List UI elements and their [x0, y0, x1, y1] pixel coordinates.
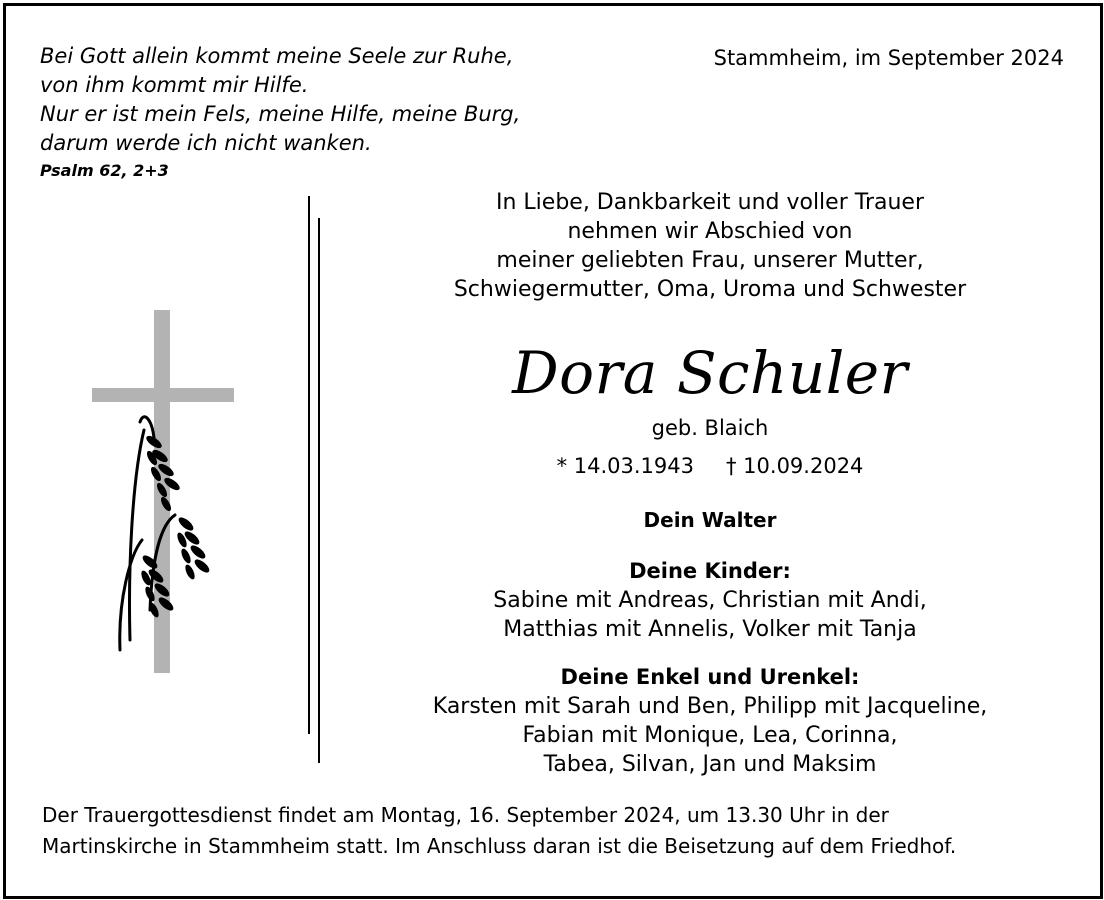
children-line: Matthias mit Annelis, Volker mit Tanja — [503, 617, 917, 642]
psalm-line: darum werde ich nicht wanken. — [40, 131, 372, 155]
place-date: Stammheim, im September 2024 — [713, 46, 1064, 70]
birth-date: * 14.03.1943 — [556, 454, 694, 478]
grandchildren-line: Karsten mit Sarah und Ben, Philipp mit Jacqueline, — [432, 694, 988, 719]
psalm-line: Bei Gott allein kommt meine Seele zur Ruhe, — [40, 44, 514, 68]
divider-line-right — [318, 218, 320, 763]
psalm-reference: Psalm 62, 2+3 — [40, 161, 169, 180]
grandchildren-heading: Deine Enkel und Urenkel: — [560, 665, 860, 689]
cross-with-wheat-icon — [90, 310, 240, 680]
grandchildren-line: Fabian mit Monique, Lea, Corinna, — [522, 723, 898, 748]
cross-horizontal-beam — [92, 388, 234, 402]
funeral-service-notice — [42, 800, 956, 862]
intro-line: nehmen wir Abschied von — [567, 219, 853, 244]
intro-line: In Liebe, Dankbarkeit und voller Trauer — [495, 190, 924, 215]
service-line: Der Trauergottesdienst findet am Montag, 16. September 2024, um 13.30 Uhr in der — [42, 803, 889, 827]
grandchildren-line: Tabea, Silvan, Jan und Maksim — [543, 752, 877, 777]
deceased-name: Dora Schuler — [512, 339, 908, 407]
intro-line: Schwiegermutter, Oma, Uroma und Schwester — [453, 277, 967, 302]
psalm-line: Nur er ist mein Fels, meine Hilfe, meine Burg, — [40, 102, 521, 126]
wheat-grains — [139, 434, 211, 619]
divider-line-left — [308, 196, 310, 734]
children-line: Sabine mit Andreas, Christian mit Andi, — [493, 588, 927, 613]
life-dates — [330, 454, 1090, 478]
children-block — [330, 557, 1090, 644]
intro-text — [330, 188, 1090, 304]
service-line: Martinskirche in Stammheim statt. Im Anschluss daran ist die Beisetzung auf dem Friedhof. — [42, 834, 957, 858]
intro-line: meiner geliebten Frau, unserer Mutter, — [496, 248, 924, 273]
spouse-signature: Dein Walter — [643, 508, 777, 532]
birth-name: geb. Blaich — [651, 416, 769, 440]
death-date: † 10.09.2024 — [726, 454, 864, 478]
grandchildren-block — [330, 663, 1090, 779]
psalm-line: von ihm kommt mir Hilfe. — [40, 73, 309, 97]
psalm-verse — [40, 42, 520, 158]
children-heading: Deine Kinder: — [629, 559, 791, 583]
